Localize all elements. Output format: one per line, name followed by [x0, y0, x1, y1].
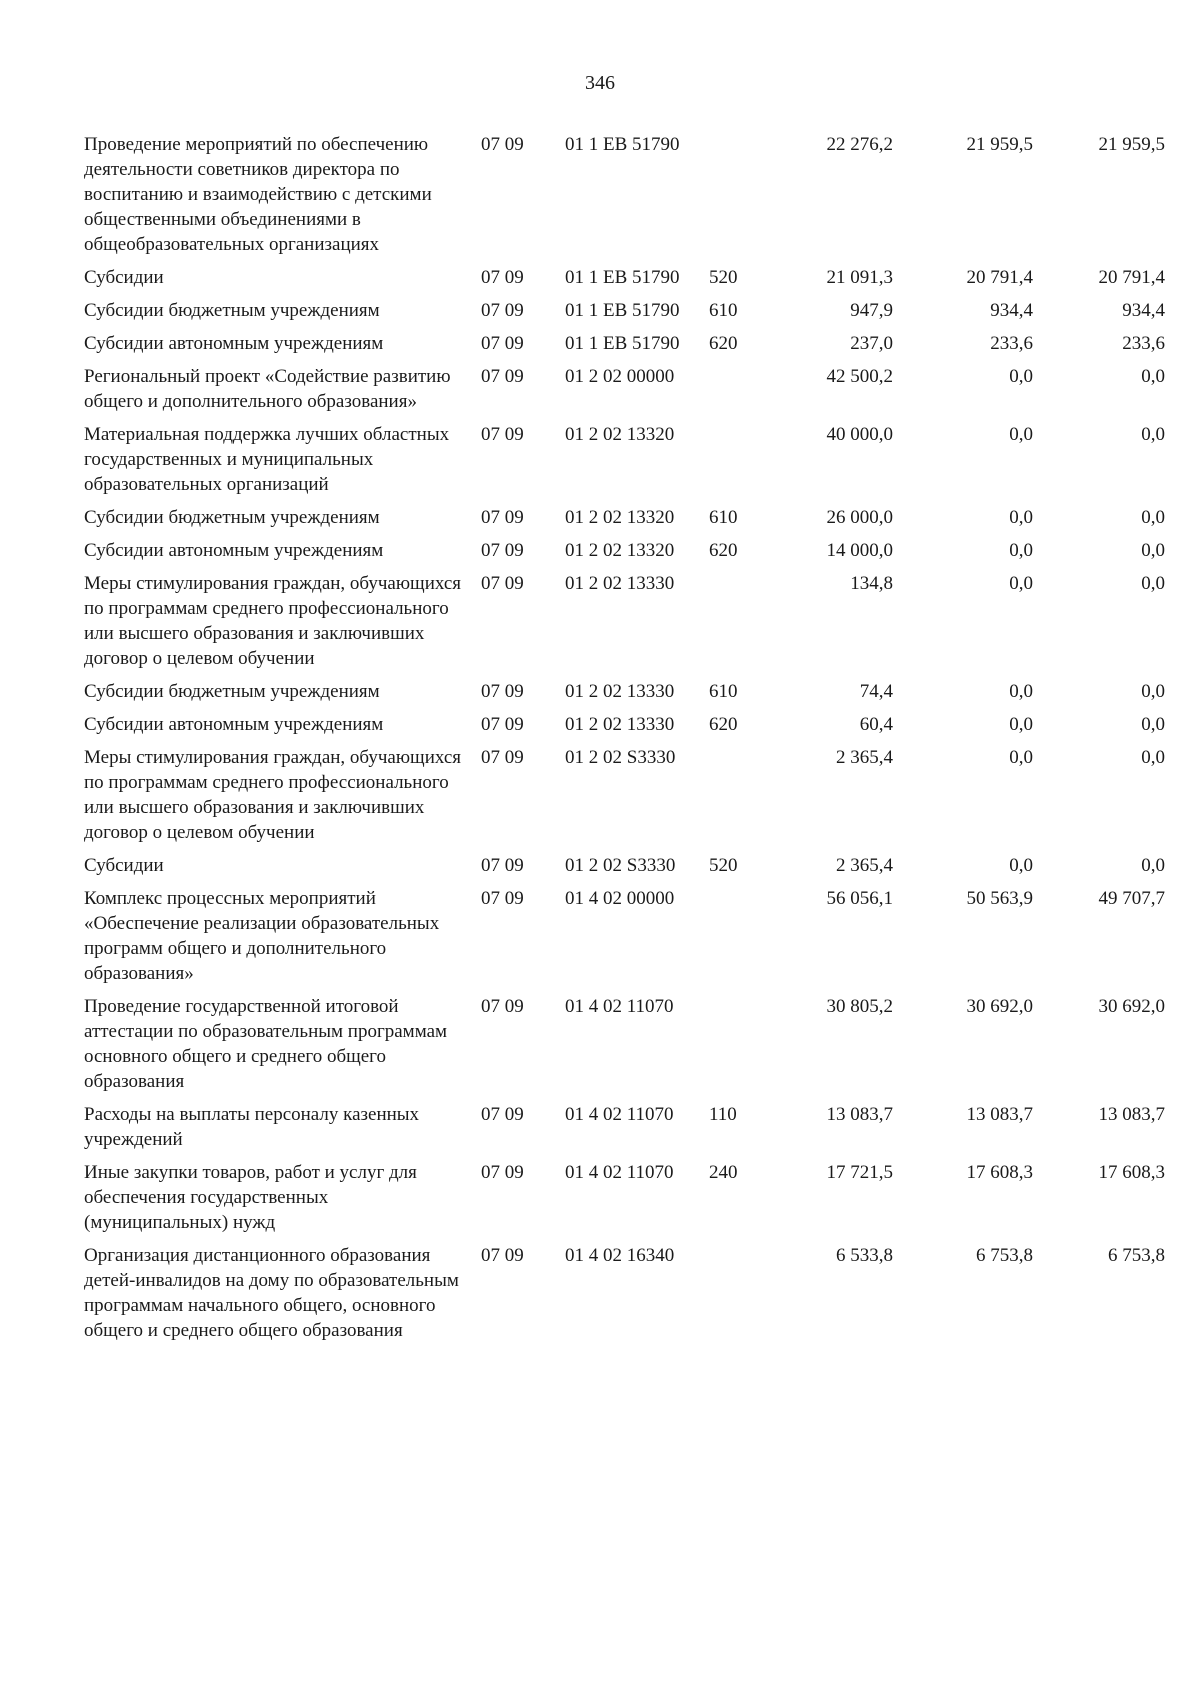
row-name: Расходы на выплаты персоналу казенных учреждений	[84, 1104, 420, 1150]
row-amount-year1: 74,4	[859, 681, 893, 702]
row-section-code: 07 09	[481, 855, 524, 876]
row-amount-year3: 17 608,3	[1098, 1162, 1165, 1183]
row-target-code: 01 2 02 S3330	[565, 747, 676, 768]
table-row	[84, 132, 1164, 257]
row-amount-year2: 20 791,4	[966, 267, 1033, 288]
table-row	[84, 331, 1164, 356]
table-row	[84, 1160, 1164, 1235]
row-amount-year2: 0,0	[1009, 366, 1033, 387]
row-amount-year1: 21 091,3	[826, 267, 893, 288]
row-amount-year2: 13 083,7	[966, 1104, 1033, 1125]
row-amount-year3: 0,0	[1141, 540, 1165, 561]
row-amount-year1: 134,8	[850, 573, 893, 594]
table-row	[84, 745, 1164, 845]
table-row	[84, 994, 1164, 1094]
row-target-code: 01 1 ЕВ 51790	[565, 267, 680, 288]
row-target-code: 01 4 02 00000	[565, 888, 675, 909]
row-name: Комплекс процессных мероприятий «Обеспечение реализации образовательных программ общего и дополнительного образования»	[84, 888, 440, 984]
row-name: Иные закупки товаров, работ и услуг для обеспечения государственных (муниципальных) нужд	[84, 1162, 417, 1233]
table-row	[84, 853, 1164, 878]
row-section-code: 07 09	[481, 996, 524, 1017]
row-amount-year2: 0,0	[1009, 747, 1033, 768]
row-expense-type: 520	[709, 855, 738, 876]
row-section-code: 07 09	[481, 1104, 524, 1125]
row-amount-year1: 22 276,2	[826, 134, 893, 155]
row-section-code: 07 09	[481, 888, 524, 909]
table-row	[84, 298, 1164, 323]
row-name: Субсидии бюджетным учреждениям	[84, 507, 380, 528]
row-target-code: 01 2 02 13320	[565, 540, 675, 561]
row-target-code: 01 2 02 13330	[565, 573, 675, 594]
row-amount-year3: 0,0	[1141, 855, 1165, 876]
budget-table	[84, 132, 1164, 1351]
row-amount-year1: 60,4	[859, 714, 893, 735]
row-amount-year3: 49 707,7	[1098, 888, 1165, 909]
row-amount-year3: 0,0	[1141, 681, 1165, 702]
row-section-code: 07 09	[481, 134, 524, 155]
table-row	[84, 712, 1164, 737]
row-amount-year2: 0,0	[1009, 681, 1033, 702]
row-amount-year1: 42 500,2	[826, 366, 893, 387]
row-amount-year1: 40 000,0	[826, 424, 893, 445]
row-name: Проведение мероприятий по обеспечению деятельности советников директора по воспитанию и взаимодействию с детскими общественными объединениями в общеобразовательных организациях	[84, 134, 432, 255]
row-amount-year1: 237,0	[850, 333, 893, 354]
row-amount-year3: 0,0	[1141, 424, 1165, 445]
row-name: Материальная поддержка лучших областных государственных и муниципальных образовательных организаций	[84, 424, 450, 495]
row-name: Субсидии	[84, 855, 164, 876]
row-target-code: 01 2 02 13320	[565, 424, 675, 445]
row-amount-year2: 17 608,3	[966, 1162, 1033, 1183]
row-expense-type: 620	[709, 540, 738, 561]
row-name: Организация дистанционного образования детей-инвалидов на дому по образовательным программам начального общего, основного общего и среднего общего образования	[84, 1245, 459, 1341]
row-amount-year2: 0,0	[1009, 424, 1033, 445]
row-amount-year1: 2 365,4	[836, 747, 893, 768]
row-amount-year1: 13 083,7	[826, 1104, 893, 1125]
row-section-code: 07 09	[481, 540, 524, 561]
row-target-code: 01 4 02 16340	[565, 1245, 675, 1266]
table-row	[84, 1102, 1164, 1152]
row-section-code: 07 09	[481, 366, 524, 387]
row-expense-type: 240	[709, 1162, 738, 1183]
row-section-code: 07 09	[481, 300, 524, 321]
row-target-code: 01 2 02 13330	[565, 714, 675, 735]
row-amount-year3: 21 959,5	[1098, 134, 1165, 155]
table-row	[84, 422, 1164, 497]
row-amount-year1: 17 721,5	[826, 1162, 893, 1183]
row-amount-year3: 20 791,4	[1098, 267, 1165, 288]
row-amount-year3: 0,0	[1141, 507, 1165, 528]
row-section-code: 07 09	[481, 333, 524, 354]
row-target-code: 01 4 02 11070	[565, 1104, 674, 1125]
row-amount-year2: 50 563,9	[966, 888, 1033, 909]
row-amount-year3: 0,0	[1141, 573, 1165, 594]
row-section-code: 07 09	[481, 267, 524, 288]
row-section-code: 07 09	[481, 573, 524, 594]
row-name: Субсидии автономным учреждениям	[84, 333, 384, 354]
table-row	[84, 265, 1164, 290]
row-amount-year1: 6 533,8	[836, 1245, 893, 1266]
row-name: Субсидии	[84, 267, 164, 288]
row-amount-year2: 0,0	[1009, 855, 1033, 876]
row-amount-year3: 0,0	[1141, 747, 1165, 768]
row-amount-year2: 934,4	[990, 300, 1033, 321]
row-expense-type: 610	[709, 507, 738, 528]
row-amount-year3: 0,0	[1141, 366, 1165, 387]
row-target-code: 01 2 02 00000	[565, 366, 675, 387]
row-target-code: 01 1 ЕВ 51790	[565, 134, 680, 155]
row-name: Субсидии автономным учреждениям	[84, 714, 384, 735]
row-expense-type: 620	[709, 714, 738, 735]
row-amount-year3: 0,0	[1141, 714, 1165, 735]
row-name: Региональный проект «Содействие развитию общего и дополнительного образования»	[84, 366, 451, 412]
row-amount-year1: 26 000,0	[826, 507, 893, 528]
table-row	[84, 505, 1164, 530]
row-name: Субсидии автономным учреждениям	[84, 540, 384, 561]
row-amount-year2: 0,0	[1009, 507, 1033, 528]
row-expense-type: 110	[709, 1104, 737, 1125]
table-row	[84, 1243, 1164, 1343]
row-amount-year2: 0,0	[1009, 540, 1033, 561]
row-expense-type: 610	[709, 300, 738, 321]
row-amount-year3: 30 692,0	[1098, 996, 1165, 1017]
table-row	[84, 538, 1164, 563]
row-amount-year1: 2 365,4	[836, 855, 893, 876]
row-amount-year2: 21 959,5	[966, 134, 1033, 155]
row-section-code: 07 09	[481, 424, 524, 445]
row-name: Субсидии бюджетным учреждениям	[84, 300, 380, 321]
row-amount-year3: 13 083,7	[1098, 1104, 1165, 1125]
row-amount-year3: 6 753,8	[1108, 1245, 1165, 1266]
row-expense-type: 520	[709, 267, 738, 288]
table-row	[84, 886, 1164, 986]
row-name: Меры стимулирования граждан, обучающихся по программам среднего профессионального или высшего образования и заключивших договор о целевом обучении	[84, 573, 461, 669]
row-section-code: 07 09	[481, 681, 524, 702]
row-section-code: 07 09	[481, 714, 524, 735]
row-expense-type: 620	[709, 333, 738, 354]
row-amount-year2: 233,6	[990, 333, 1033, 354]
row-amount-year1: 947,9	[850, 300, 893, 321]
row-section-code: 07 09	[481, 747, 524, 768]
row-section-code: 07 09	[481, 507, 524, 528]
row-target-code: 01 2 02 13320	[565, 507, 675, 528]
row-expense-type: 610	[709, 681, 738, 702]
row-amount-year2: 0,0	[1009, 714, 1033, 735]
table-row	[84, 679, 1164, 704]
row-target-code: 01 1 ЕВ 51790	[565, 300, 680, 321]
row-amount-year1: 30 805,2	[826, 996, 893, 1017]
row-target-code: 01 2 02 S3330	[565, 855, 676, 876]
row-name: Проведение государственной итоговой аттестации по образовательным программам основного общего и среднего общего образования	[84, 996, 448, 1092]
row-amount-year2: 6 753,8	[976, 1245, 1033, 1266]
table-row	[84, 571, 1164, 671]
row-target-code: 01 4 02 11070	[565, 996, 674, 1017]
row-amount-year3: 934,4	[1122, 300, 1165, 321]
row-amount-year2: 0,0	[1009, 573, 1033, 594]
row-target-code: 01 4 02 11070	[565, 1162, 674, 1183]
page-number: 346	[585, 72, 615, 94]
row-amount-year1: 14 000,0	[826, 540, 893, 561]
row-name: Меры стимулирования граждан, обучающихся по программам среднего профессионального или высшего образования и заключивших договор о целевом обучении	[84, 747, 461, 843]
row-target-code: 01 1 ЕВ 51790	[565, 333, 680, 354]
row-target-code: 01 2 02 13330	[565, 681, 675, 702]
row-amount-year3: 233,6	[1122, 333, 1165, 354]
row-amount-year2: 30 692,0	[966, 996, 1033, 1017]
row-section-code: 07 09	[481, 1162, 524, 1183]
row-name: Субсидии бюджетным учреждениям	[84, 681, 380, 702]
table-row	[84, 364, 1164, 414]
row-section-code: 07 09	[481, 1245, 524, 1266]
row-amount-year1: 56 056,1	[826, 888, 893, 909]
